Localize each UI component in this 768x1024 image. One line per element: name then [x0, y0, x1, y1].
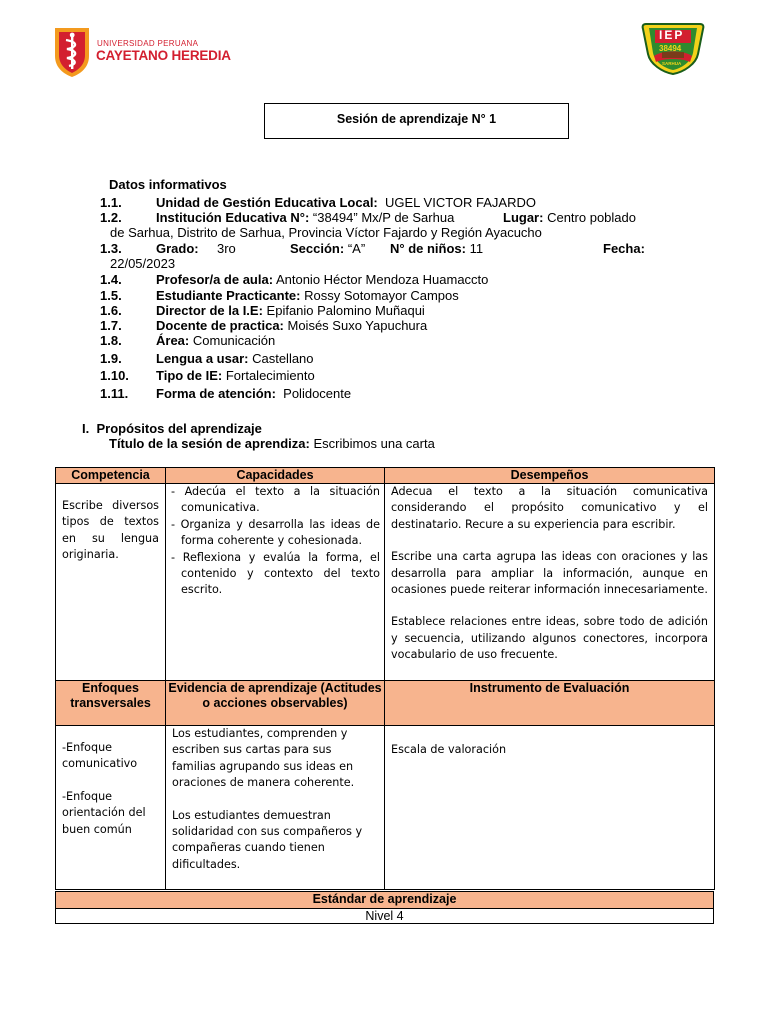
item-label: Profesor/a de aula:	[156, 272, 274, 287]
capacidades-cell	[166, 484, 385, 681]
fecha-value: 22/05/2023	[110, 256, 176, 271]
item-label-2: Lugar:	[503, 210, 544, 225]
header-evidencia: Evidencia de aprendizaje (Actitudes o acciones observables)	[166, 681, 385, 726]
item-number: 1.11.	[100, 386, 129, 401]
item-label: Forma de atención:	[156, 386, 276, 401]
item-label: Director de la I.E:	[156, 303, 263, 318]
item-number: 1.1.	[100, 195, 122, 210]
session-topic	[109, 436, 435, 451]
grado-label: Grado:	[156, 241, 199, 256]
item-value: Epifanio Palomino Muñaqui	[266, 303, 425, 318]
header-capacidades: Capacidades	[166, 468, 385, 484]
header-desempenos: Desempeños	[385, 468, 715, 484]
item-number: 1.7.	[100, 318, 122, 333]
item-number: 1.2.	[100, 210, 122, 225]
estandar-value: Nivel 4	[56, 909, 714, 924]
evidencia-paragraph: Los estudiantes demuestran solidaridad con sus compañeros y compañeras cuando tienen dificultades.	[172, 808, 363, 871]
estandar-table	[55, 891, 714, 924]
university-crest-icon	[52, 26, 92, 78]
desempeno-paragraph: Adecua el texto a la situación comunicativa considerando el propósito comunicativo y el destinatario. Recure a su experiencia para escribir.	[391, 485, 708, 531]
topic-value: Escribimos una carta	[313, 436, 435, 451]
item-value: “38494” Mx/P de Sarhua	[312, 210, 455, 225]
estandar-header: Estándar de aprendizaje	[56, 892, 714, 909]
item-label: Docente de practica:	[156, 318, 284, 333]
item-number: 1.8.	[100, 333, 122, 348]
fecha-label: Fecha:	[603, 241, 645, 256]
school-logo-bottom: SARHUA	[662, 61, 682, 66]
seccion-value: “A”	[347, 241, 366, 256]
item-number: 1.10.	[100, 368, 129, 383]
session-title: Sesión de aprendizaje N° 1	[264, 103, 569, 139]
evidencia-paragraph: Los estudiantes, comprenden y escriben sus cartas para sus familias agrupando sus ideas en oraciones de manera coherente.	[172, 727, 355, 790]
school-logo-number: 38494	[659, 44, 682, 53]
item-label: Unidad de Gestión Educativa Local:	[156, 195, 378, 210]
grado-value: 3ro	[217, 241, 236, 256]
instrumento-cell: Escala de valoración	[385, 726, 715, 890]
section-number: I.	[82, 421, 90, 436]
desempeno-paragraph: Establece relaciones entre ideas, sobre todo de adición y secuencia, utilizando algunos conectores, incorpora vocabulario de uso frecuente.	[391, 615, 708, 662]
item-value: Comunicación	[192, 333, 276, 348]
desempeno-paragraph: Escribe una carta agrupa las ideas con oraciones y las desarrolla para ampliar la información, aunque en ocasiones puede reiterar información innecesariamente.	[391, 550, 708, 597]
header-enfoques: Enfoques transversales	[56, 681, 166, 726]
item-value: Rossy Sotomayor Campos	[304, 288, 459, 303]
item-value: Castellano	[252, 351, 314, 366]
item-value: Fortalecimiento	[225, 368, 315, 383]
item-label: Lengua a usar:	[156, 351, 249, 366]
section-title: Propósitos del aprendizaje	[96, 421, 262, 436]
item-label: Institución Educativa N°:	[156, 210, 310, 225]
item-number: 1.4.	[100, 272, 122, 287]
item-number: 1.9.	[100, 351, 122, 366]
item-value: Polidocente	[283, 386, 352, 401]
capacidad-item: - Organiza y desarrolla las ideas de forma coherente y cohesionada.	[171, 517, 380, 548]
enfoque-item: -Enfoque comunicativo	[62, 741, 138, 771]
datos-item-1-2-cont: de Sarhua, Distrito de Sarhua, Provincia Víctor Fajardo y Región Ayacucho	[110, 225, 542, 240]
ninos-label: N° de niños:	[390, 241, 466, 256]
capacidad-item: - Adecúa el texto a la situación comunicativa.	[171, 485, 380, 515]
item-number: 1.6.	[100, 303, 122, 318]
desempenos-cell	[385, 484, 715, 681]
item-value: UGEL VICTOR FAJARDO	[385, 195, 536, 210]
university-name-line2: CAYETANO HEREDIA	[96, 48, 231, 63]
item-number: 1.5.	[100, 288, 122, 303]
item-label: Estudiante Practicante:	[156, 288, 301, 303]
seccion-label: Sección:	[290, 241, 345, 256]
school-logo-text: IEP	[659, 28, 685, 42]
competencia-cell: Escribe diversos tipos de textos en su lengua originaria.	[56, 484, 166, 681]
item-number: 1.3.	[100, 241, 122, 256]
item-label: Área:	[156, 333, 190, 348]
item-value-2: Centro poblado	[547, 210, 636, 225]
enfoque-item: -Enfoque orientación del buen común	[62, 789, 146, 836]
enfoques-cell	[56, 726, 166, 890]
learning-table	[55, 467, 715, 890]
item-value: Antonio Héctor Mendoza Huamaccto	[275, 272, 489, 287]
university-name-line1: UNIVERSIDAD PERUANA	[97, 39, 199, 48]
evidencia-cell	[166, 726, 385, 890]
item-value: Moisés Suxo Yapuchura	[287, 318, 428, 333]
capacidad-item: - Reflexiona y evalúa la forma, el contenido y contexto del texto escrito.	[171, 550, 380, 597]
datos-heading: Datos informativos	[109, 177, 227, 192]
ninos-value: 11	[469, 241, 484, 256]
header-competencia: Competencia	[56, 468, 166, 484]
header-instrumento: Instrumento de Evaluación	[385, 681, 715, 726]
university-logo	[52, 26, 232, 78]
school-logo	[640, 20, 706, 76]
item-label: Tipo de IE:	[156, 368, 223, 383]
propositos-heading	[82, 421, 262, 436]
topic-label: Título de la sesión de aprendiza:	[109, 436, 310, 451]
